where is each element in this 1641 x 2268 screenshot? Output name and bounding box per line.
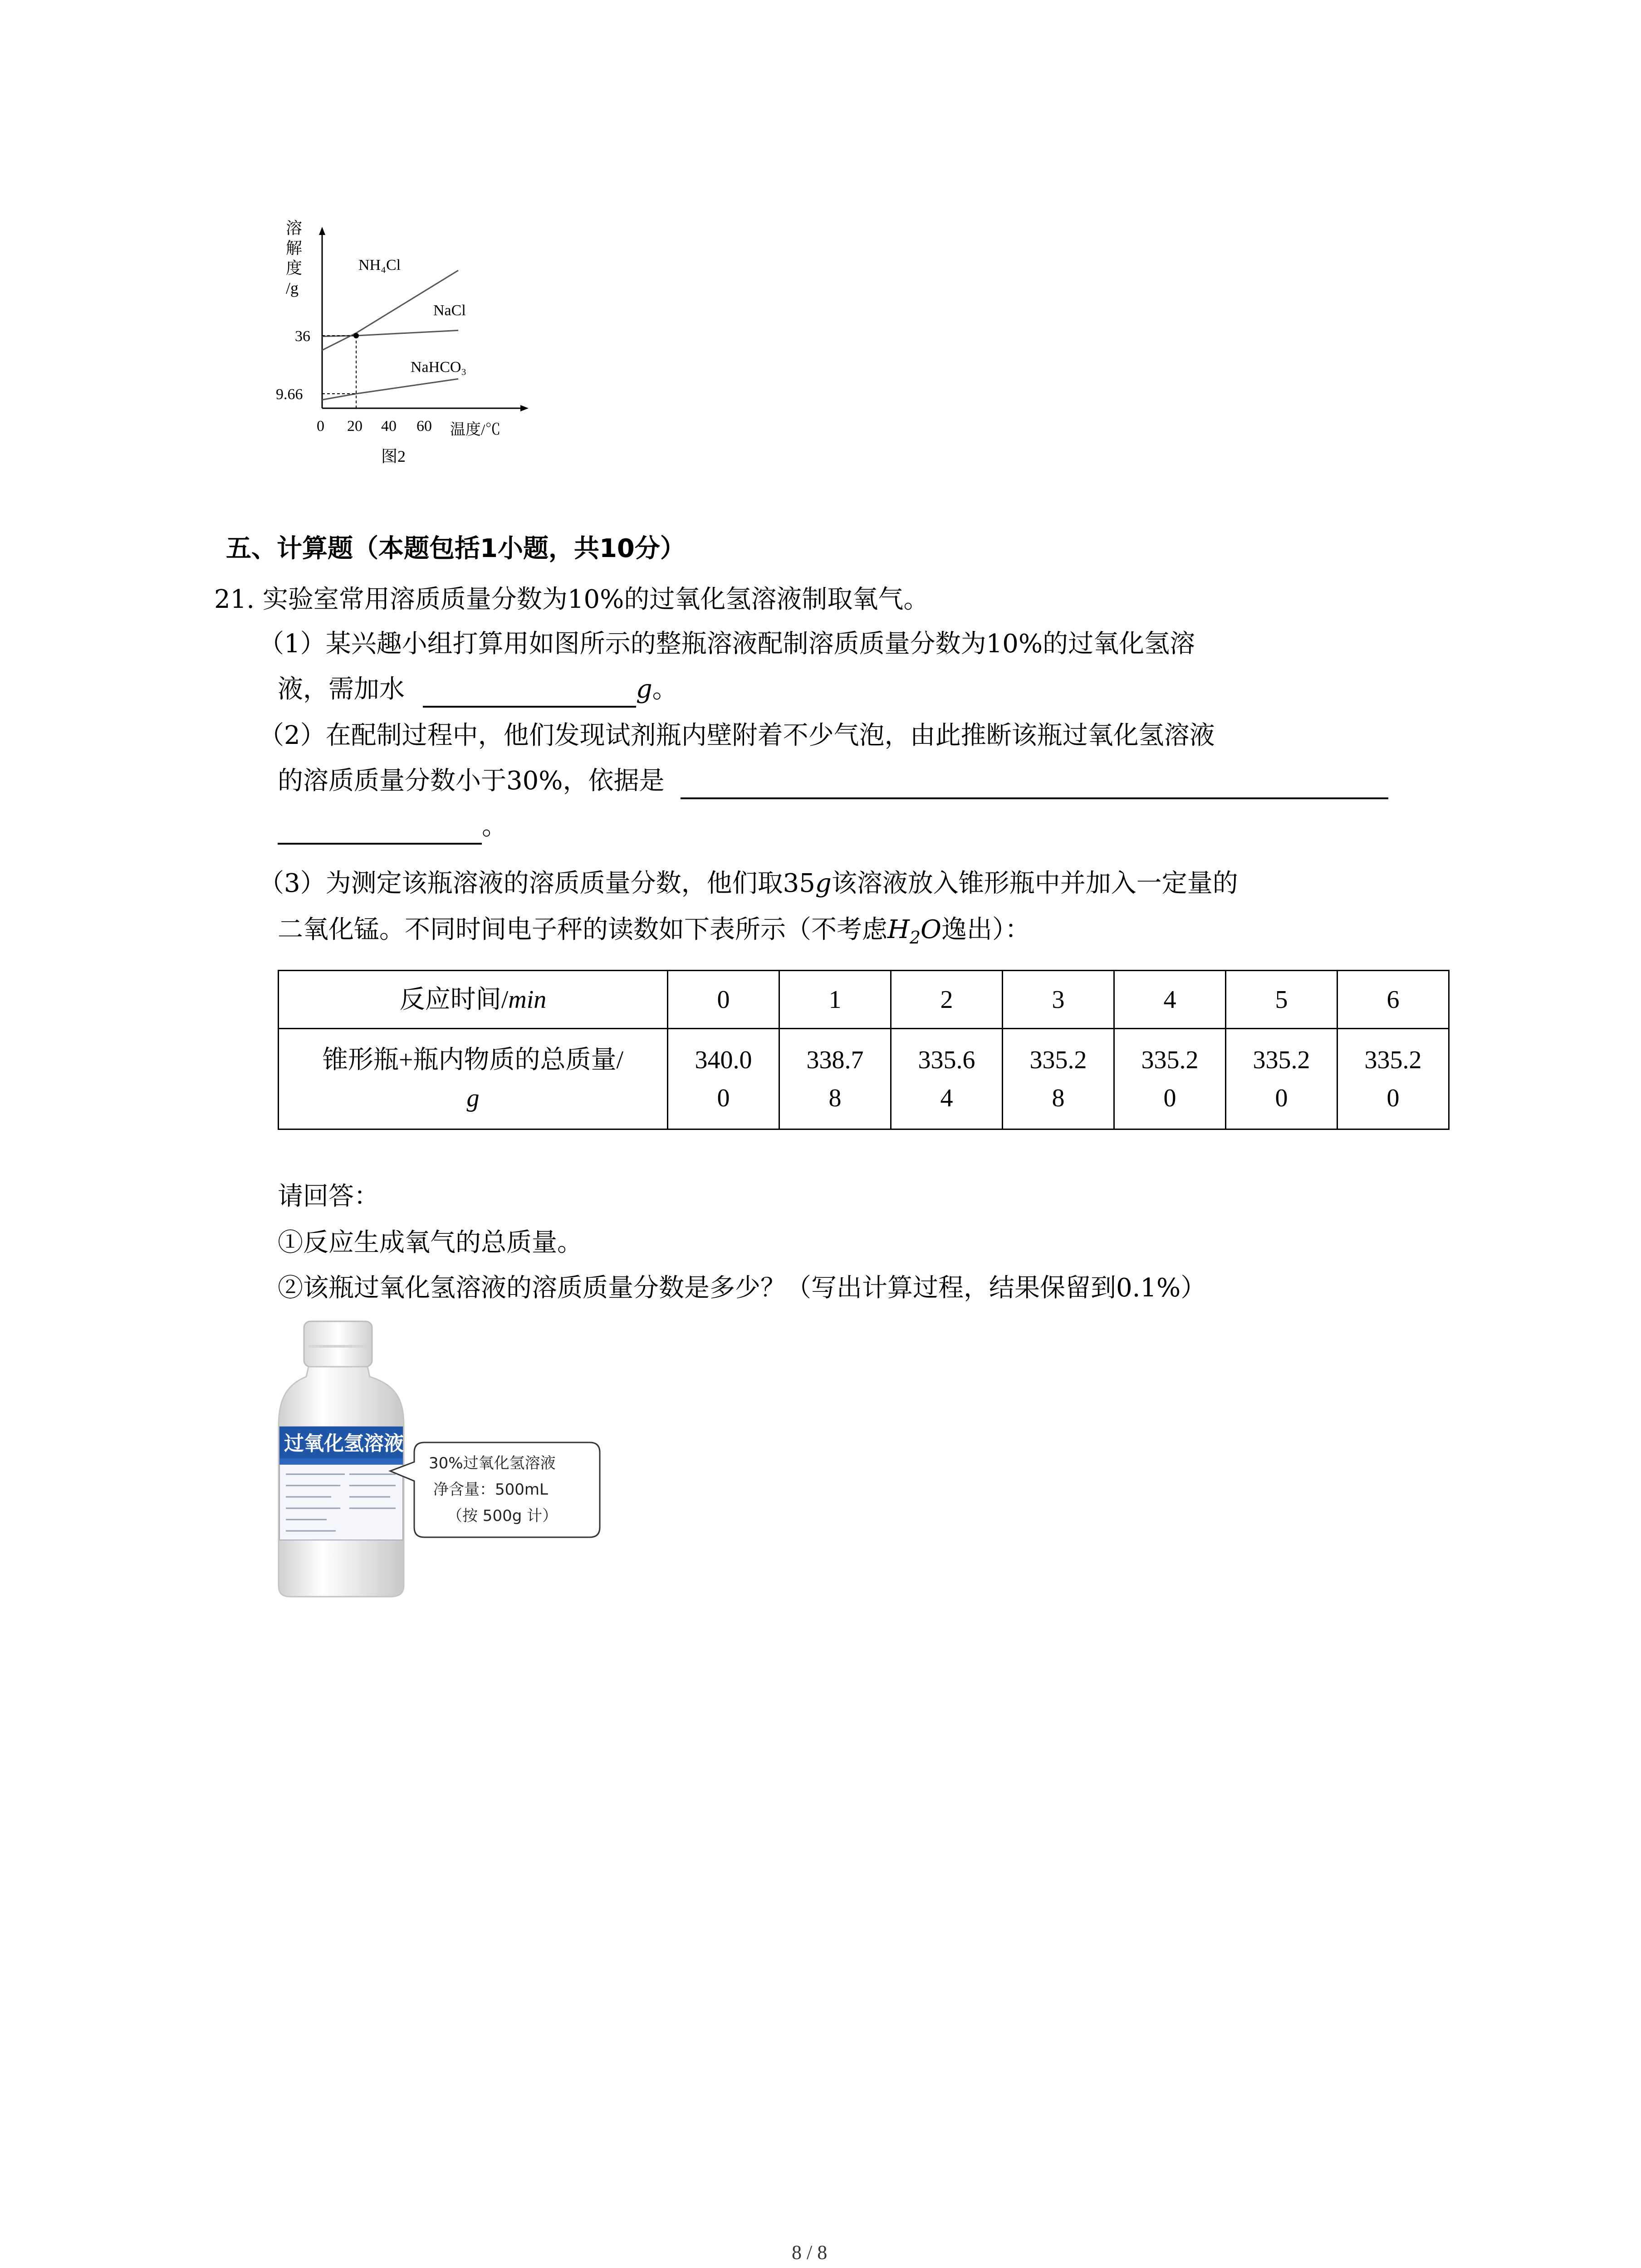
figure-caption: 图2 (381, 447, 406, 465)
answer-blank-water[interactable] (423, 677, 636, 708)
x-tick-20: 20 (347, 418, 362, 435)
page-number: 8 / 8 (792, 2241, 828, 2263)
x-tick-60: 60 (416, 418, 432, 435)
part1-line2 (278, 671, 678, 708)
part2-line2 (278, 763, 1388, 799)
time-cell: 3 (1003, 971, 1114, 1029)
time-cell: 6 (1337, 971, 1449, 1029)
y-axis-arrow (319, 227, 325, 235)
h2o-formula: $H_2O$ (887, 915, 941, 948)
hydrogen-peroxide-bottle-image (277, 1318, 603, 1599)
row-header-mass: 锥形瓶+瓶内物质的总质量/ g (279, 1029, 668, 1129)
question-stem: 21. 实验室常用溶质质量分数为10%的过氧化氢溶液制取氧气。 (214, 585, 929, 614)
part1-end: 。 (652, 675, 678, 704)
series-line-nahco3 (322, 379, 458, 400)
part2-line1: （2）在配制过程中，他们发现试剂瓶内壁附着不少气泡，由此推断该瓶过氧化氢溶液 (259, 721, 1215, 750)
answer-prompt: 请回答： (278, 1182, 379, 1211)
mass-cell: 335.2 0 (1337, 1029, 1449, 1129)
series-label-nahco3: NaHCO₃ (411, 359, 467, 376)
table-row (279, 1029, 1449, 1129)
mass-cell: 338.7 8 (779, 1029, 891, 1129)
bottle-label-title: 过氧化氢溶液 (284, 1432, 404, 1455)
mass-cell: 335.2 0 (1114, 1029, 1226, 1129)
answer-blank-reason-b[interactable] (278, 814, 482, 845)
part3-line2: 二氧化锰。不同时间电子秤的读数如下表所示（不考虑$H_2O$逸出）： (278, 915, 1030, 948)
time-cell: 5 (1226, 971, 1337, 1029)
time-cell: 0 (668, 971, 779, 1029)
bottle-cap (304, 1321, 372, 1367)
row-header-time: 反应时间/min (279, 971, 668, 1029)
y-tick-36: 36 (295, 328, 310, 345)
part1-line1: （1）某兴趣小组打算用如图所示的整瓶溶液配制溶质质量分数为10%的过氧化氢溶 (259, 629, 1195, 659)
part1-prefix: 液，需加水 (278, 675, 405, 704)
mass-cell: 340.0 0 (668, 1029, 779, 1129)
mass-cell: 335.2 0 (1226, 1029, 1337, 1129)
series-label-nh4cl: NH₄Cl (358, 257, 401, 274)
callout-line-3: （按 500g 计） (447, 1507, 558, 1525)
part1-unit: g (636, 675, 652, 704)
time-cell: 1 (779, 971, 891, 1029)
part2-line3 (278, 808, 507, 845)
series-label-nacl: NaCl (433, 302, 466, 319)
x-axis-arrow (520, 405, 529, 411)
x-tick-40: 40 (381, 418, 397, 435)
time-cell: 2 (891, 971, 1003, 1029)
solubility-chart (272, 213, 554, 485)
y-tick-966: 9.66 (276, 386, 303, 403)
mass-cell: 335.2 8 (1003, 1029, 1114, 1129)
reaction-data-table (278, 970, 1450, 1130)
x-axis-label: 温度/℃ (450, 421, 501, 438)
subquestion-2: ②该瓶过氧化氢溶液的溶质质量分数是多少？（写出计算过程，结果保留到0.1%） (278, 1273, 1206, 1303)
intersection-point (353, 333, 359, 338)
mass-cell: 335.6 4 (891, 1029, 1003, 1129)
part2-prefix: 的溶质质量分数小于30%，依据是 (278, 766, 665, 796)
time-cell: 4 (1114, 971, 1226, 1029)
part2-end: 。 (482, 811, 507, 841)
subquestion-1: ①反应生成氧气的总质量。 (278, 1228, 583, 1257)
callout-line-2: 净含量：500mL (433, 1481, 548, 1499)
section-heading: 五、计算题（本题包括1小题，共10分） (226, 534, 686, 563)
table-row (279, 971, 1449, 1029)
x-tick-0: 0 (317, 418, 324, 435)
callout-line-1: 30%过氧化氢溶液 (429, 1454, 556, 1472)
part3-line1: （3）为测定该瓶溶液的溶质质量分数，他们取35g该溶液放入锥形瓶中并加入一定量的 (259, 869, 1238, 898)
y-axis-label: 溶解度/g (286, 219, 303, 297)
answer-blank-reason-a[interactable] (681, 768, 1388, 799)
